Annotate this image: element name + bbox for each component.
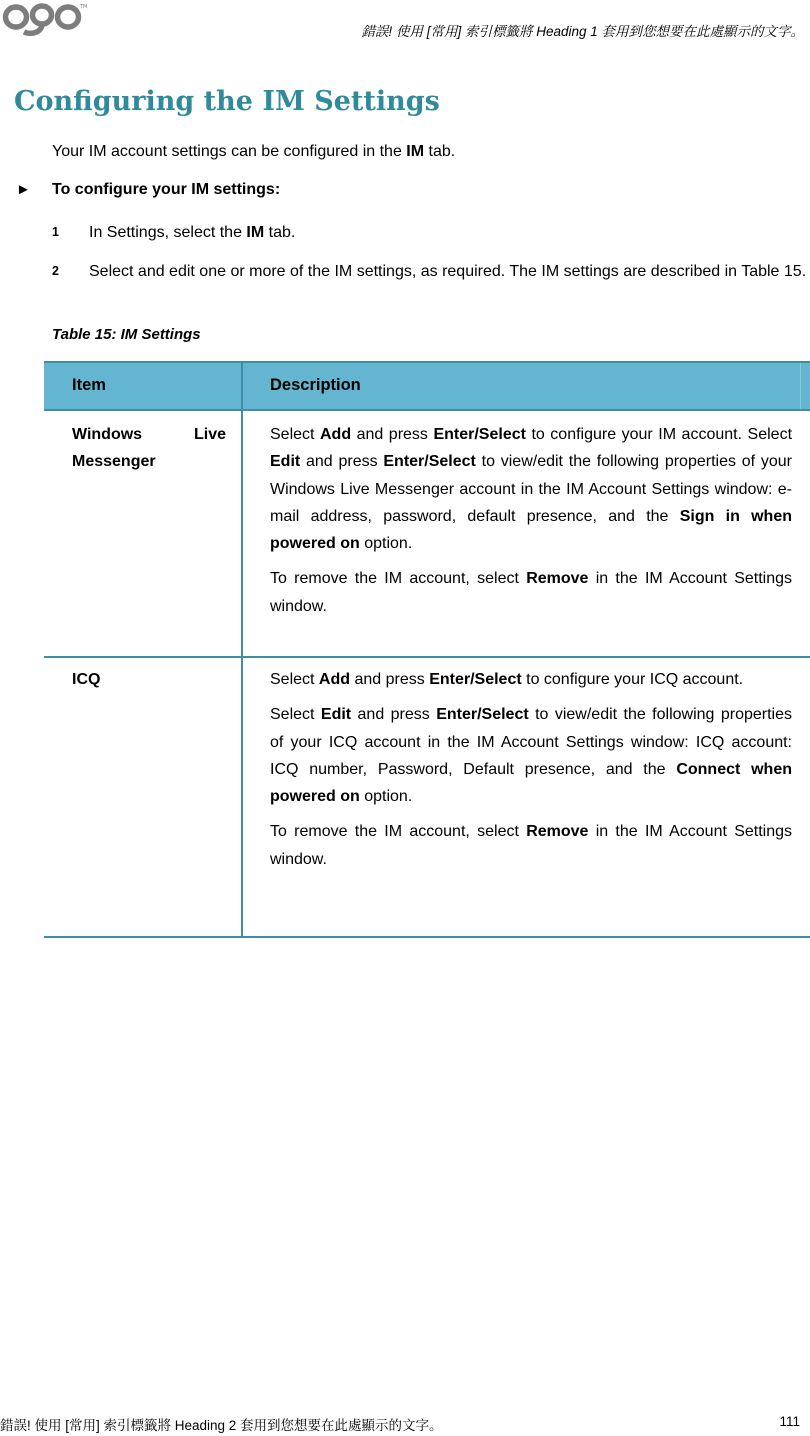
ogo-logo <box>2 2 88 38</box>
step-number: 2 <box>52 264 59 278</box>
page-number: 111 <box>779 1414 800 1429</box>
step-text: In Settings, select the IM tab. <box>89 224 296 241</box>
column-divider <box>800 363 801 409</box>
im-settings-table <box>44 361 810 938</box>
column-divider <box>241 411 243 656</box>
step-text: Select and edit one or more of the IM settings, as required. The IM settings are described in Table 15. <box>89 263 807 280</box>
step-number: 1 <box>52 225 59 239</box>
column-divider <box>241 363 243 409</box>
item-cell: ICQ <box>72 671 101 688</box>
arrow-right-icon: ► <box>16 181 31 198</box>
header-description: Description <box>270 376 361 394</box>
description-cell: Select Add and press Enter/Select to configure your ICQ account. Select Edit and press Enter/Select to view/edit the following properties of your ICQ account in the IM Account Settings window: ICQ account: ICQ number, Password, Default presence, and the Connect when powered on option. To remove the IM account, select Remove in the IM Account Settings window. <box>270 671 793 868</box>
header-error-text: 錯誤! 使用 [常用] 索引標籤將 Heading 1 套用到您想要在此處顯示的文字。 <box>361 24 804 39</box>
intro-text: Your IM account settings can be configured in the IM tab. <box>52 143 456 160</box>
column-divider <box>241 658 243 936</box>
table-caption: Table 15: IM Settings <box>52 326 201 343</box>
table-row <box>44 411 810 658</box>
item-cell: Windows Live Messenger <box>72 426 226 470</box>
header-item: Item <box>72 376 106 394</box>
table-row <box>44 658 810 938</box>
footer-error-text: 錯誤! 使用 [常用] 索引標籤將 Heading 2 套用到您想要在此處顯示的文字。 <box>0 1418 443 1433</box>
svg-text:TM: TM <box>80 4 88 10</box>
procedure-heading: ► To configure your IM settings: <box>16 181 281 198</box>
table-header-row <box>44 361 810 411</box>
description-cell: Select Add and press Enter/Select to configure your IM account. Select Edit and press Enter/Select to view/edit the following properties of your Windows Live Messenger account in the IM Account Settings window: e-mail address, password, default presence, and the Sign in when powered on option. To remove the IM account, select Remove in the IM Account Settings window. <box>270 426 793 615</box>
page-title: Configuring the IM Settings <box>14 86 440 117</box>
